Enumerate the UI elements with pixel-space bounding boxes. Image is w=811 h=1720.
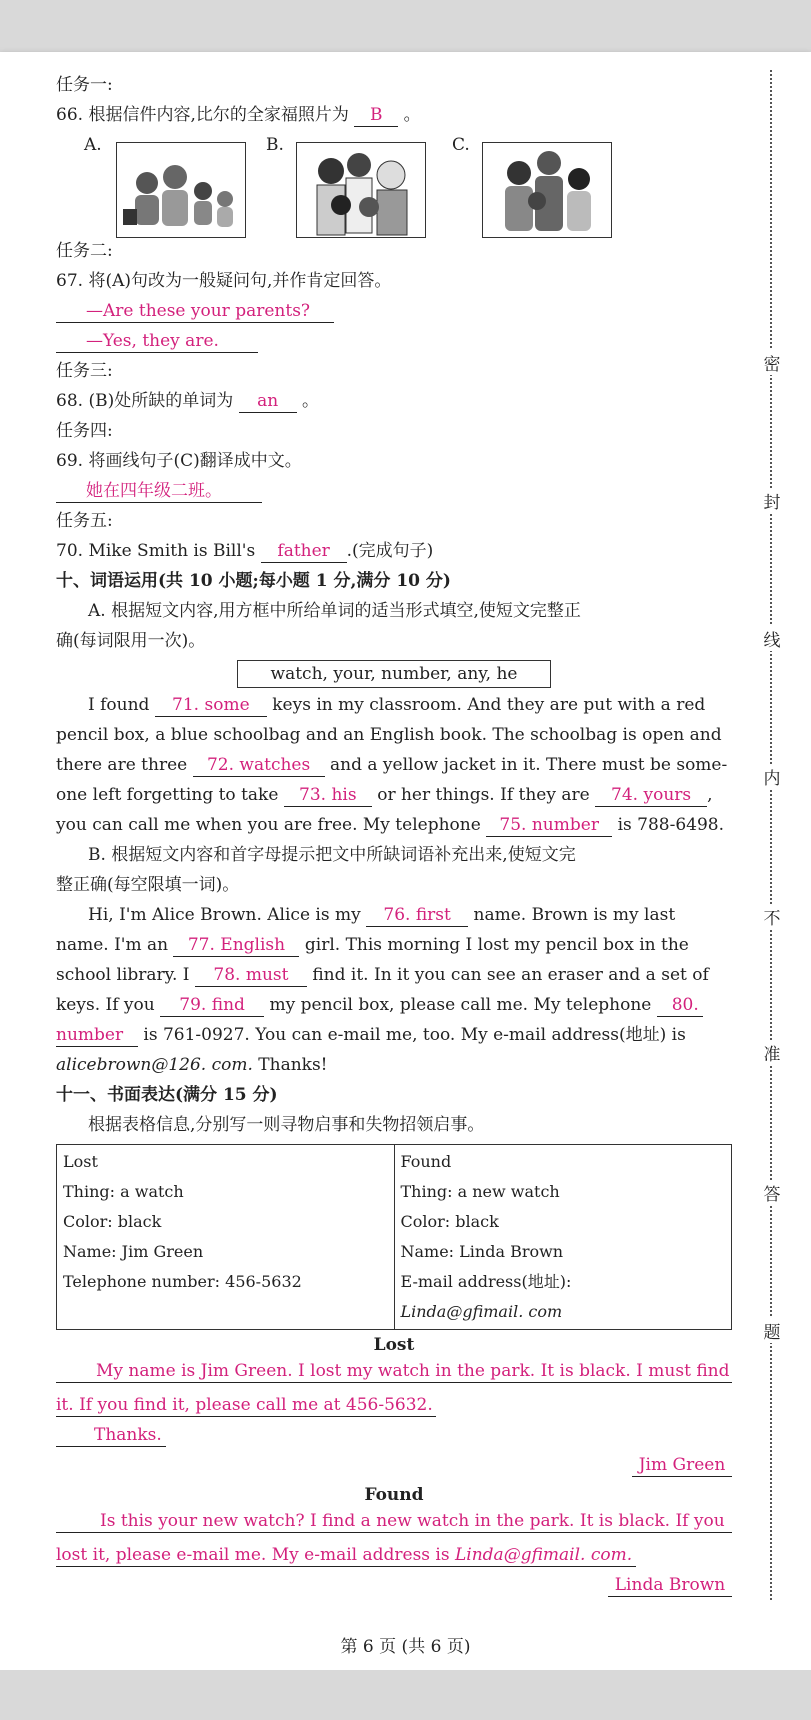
blank-76: 76. first [366,904,468,927]
binding-line [770,70,774,1600]
page-footer: 第 6 页 (共 6 页) [340,1637,471,1657]
option-c-label: C. [452,135,470,155]
blank-78: 78. must [195,964,307,987]
info-table [56,1144,732,1330]
blank-80-end: number [56,1024,138,1047]
option-b-label: B. [266,135,284,155]
blank-74: 74. yours [595,784,707,807]
task5-heading: 任务五: [56,511,113,531]
q70-answer: father [261,540,347,563]
binding-char: 封 [760,488,784,513]
q69-answer: 她在四年级二班。 [56,480,262,503]
passage-b: Hi, I'm Alice Brown. Alice is my 76. first name. Brown is my last name. I'm an 77. English girl. This morning I lost my pencil box in the school library. I 78. must find it. In it you can see an eraser and a set of keys. If you 79. find my pencil box, please call me. My telephone 80. number is 761-0927. You can e-mail me, too. My e-mail address(地址) is alicebrown@126. com. Thanks! [56,905,709,1075]
binding-char: 线 [760,626,784,651]
blank-79: 79. find [160,994,264,1017]
photo-options [56,130,732,236]
binding-char: 内 [760,764,784,789]
task4-heading: 任务四: [56,421,113,441]
blank-77: 77. English [173,934,299,957]
lost-signature: Jim Green [632,1454,732,1477]
bottom-margin [0,1670,811,1720]
q67: 67. 将(A)句改为一般疑问句,并作肯定回答。 [56,271,392,291]
section-10-title: 十、词语运用(共 10 小题;每小题 1 分,满分 10 分) [56,571,451,591]
found-text-2: lost it, please e-mail me. My e-mail address is Linda@gfimail. com. [56,1544,636,1567]
word-box: watch, your, number, any, he [237,660,551,688]
option-a-label: A. [84,135,102,155]
binding-char: 答 [760,1180,784,1205]
task2-heading: 任务二: [56,241,113,261]
part-a-instruction-2: 确(每词限用一次)。 [56,631,206,651]
family-photo-c [482,142,612,238]
q66: 66. 根据信件内容,比尔的全家福照片为 B 。 [56,105,421,125]
binding-char: 密 [760,350,784,375]
blank-75: 75. number [486,814,612,837]
q70: 70. Mike Smith is Bill's father .(完成句子) [56,541,434,561]
family-photo-b [296,142,426,238]
found-text-1: Is this your new watch? I find a new watch in the park. It is black. If you [56,1510,732,1533]
lost-thanks: Thanks. [56,1424,166,1447]
found-column: Found Thing: a new watch Color: black Name: Linda Brown E-mail address(地址): Linda@gfimail. com [394,1145,732,1330]
binding-char: 准 [760,1040,784,1065]
q67-answer-1: —Are these your parents? [56,300,334,323]
blank-71: 71. some [155,694,267,717]
part-b-instruction-1: B. 根据短文内容和首字母提示把文中所缺词语补充出来,使短文完 [88,845,576,865]
lost-title: Lost [373,1335,415,1355]
content [56,70,732,1600]
lost-text-2: it. If you find it, please call me at 456-5632. [56,1394,436,1417]
task1-heading: 任务一: [56,75,113,95]
found-signature: Linda Brown [608,1574,732,1597]
family-photo-a [116,142,246,238]
lost-text-1: My name is Jim Green. I lost my watch in the park. It is black. I must find [56,1360,732,1383]
q69: 69. 将画线句子(C)翻译成中文。 [56,451,302,471]
q68-answer: an [239,390,297,413]
lost-column: Lost Thing: a watch Color: black Name: Jim Green Telephone number: 456-5632 [57,1145,395,1330]
found-title: Found [364,1485,424,1505]
section-11-title: 十一、书面表达(满分 15 分) [56,1085,278,1105]
blank-72: 72. watches [193,754,325,777]
part-b-instruction-2: 整正确(每空限填一词)。 [56,875,240,895]
section-11-instruction: 根据表格信息,分别写一则寻物启事和失物招领启事。 [88,1115,485,1135]
task3-heading: 任务三: [56,361,113,381]
passage-a: I found 71. some keys in my classroom. And they are put with a red pencil box, a blue schoolbag and an English book. The schoolbag is open and there are three 72. watches and a yellow jacket in it. There must be some- one left forgetting to take 73. his or her things. If they are 74. yours , you can call me when you are free. My telephone 75. number is 788-6498. [56,695,728,835]
binding-char: 题 [760,1318,784,1343]
blank-73: 73. his [284,784,372,807]
q66-answer: B [354,104,398,127]
q68: 68. (B)处所缺的单词为 an 。 [56,391,320,411]
top-margin [0,0,811,52]
binding-char: 不 [760,904,784,929]
part-a-instruction-1: A. 根据短文内容,用方框中所给单词的适当形式填空,使短文完整正 [88,601,581,621]
q67-answer-2: —Yes, they are. [56,330,258,353]
blank-80-start: 80. [657,994,703,1017]
